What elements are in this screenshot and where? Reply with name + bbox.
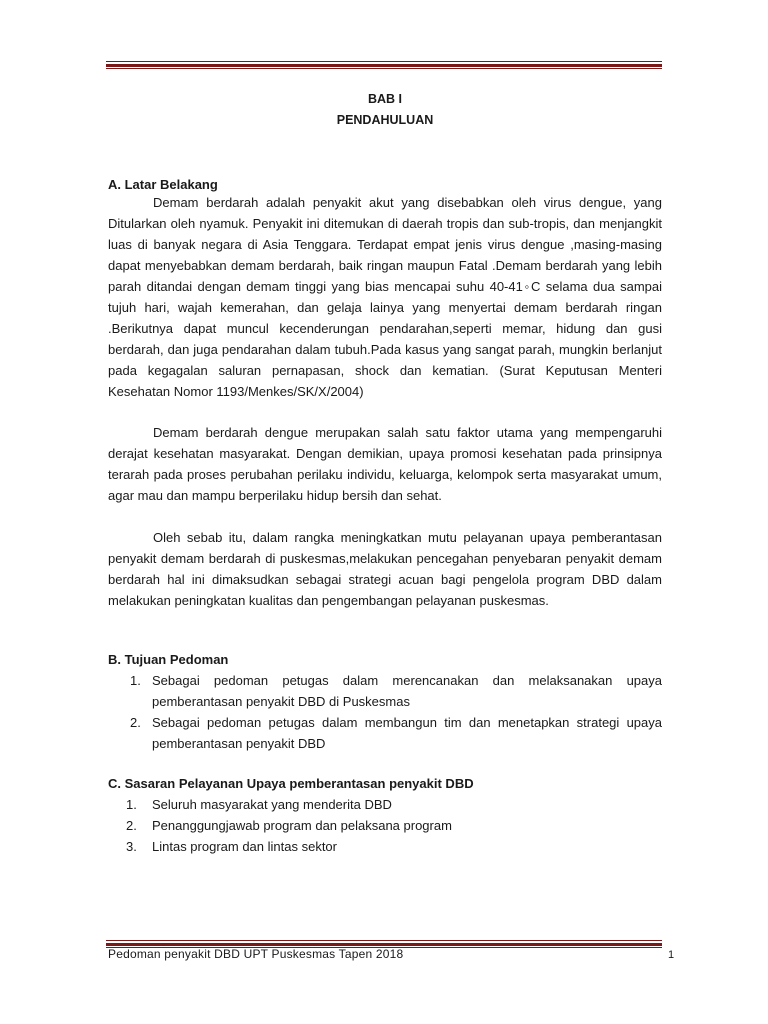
- section-c-heading: C. Sasaran Pelayanan Upaya pemberantasan penyakit DBD: [108, 776, 474, 791]
- list-item-number: 3.: [126, 839, 137, 854]
- list-item-text: Sebagai pedoman petugas dalam merencanakan dan melaksanakan upaya pemberantasan penyakit DBD di Puskesmas: [152, 673, 662, 709]
- header-rule: [106, 61, 662, 69]
- section-b-heading: B. Tujuan Pedoman: [108, 652, 229, 667]
- section-a-heading: A. Latar Belakang: [108, 177, 218, 192]
- list-item-number: 1.: [126, 797, 137, 812]
- section-c-list: [108, 794, 662, 857]
- list-item-text: Seluruh masyarakat yang menderita DBD: [152, 797, 392, 812]
- list-item: [108, 670, 662, 712]
- list-item: [108, 815, 662, 836]
- list-item: [108, 712, 662, 754]
- list-item-number: 2.: [126, 818, 137, 833]
- list-item: [108, 836, 662, 857]
- list-item-text: Sebagai pedoman petugas dalam membangun tim dan menetapkan strategi upaya pemberantasan penyakit DBD: [152, 715, 662, 751]
- paragraph: Demam berdarah dengue merupakan salah satu faktor utama yang mempengaruhi derajat kesehatan masyarakat. Dengan demikian, upaya promosi kesehatan pada prinsipnya terarah pada proses perubahan perilaku individu, keluarga, kelompok serta masyarakat umum, agar mau dan mampu berperilaku hidup bersih dan sehat.: [108, 425, 662, 503]
- list-item-number: 1.: [130, 673, 141, 688]
- paragraph: Oleh sebab itu, dalam rangka meningkatkan mutu pelayanan upaya pemberantasan penyakit demam berdarah di puskesmas,melakukan pencegahan penyebaran penyakit demam berdarah hal ini dimaksudkan sebagai strategi acuan bagi pengelola program DBD dalam melakukan peningkatan kualitas dan pengembangan pelayanan puskesmas.: [108, 530, 662, 608]
- section-b-list: [108, 670, 662, 754]
- list-item-text: Penanggungjawab program dan pelaksana program: [152, 818, 452, 833]
- footer-text: Pedoman penyakit DBD UPT Puskesmas Tapen 2018: [108, 947, 404, 961]
- list-item-number: 2.: [130, 715, 141, 730]
- paragraph: Demam berdarah adalah penyakit akut yang disebabkan oleh virus dengue, yang Ditularkan oleh nyamuk. Penyakit ini ditemukan di daerah tropis dan sub-tropis, dan menjangkit luas di banyak negara di Asia Tenggara. Terdapat empat jenis virus dengue ,masing-masing dapat menyebabkan demam berdarah, baik ringan maupun Fatal .Demam berdarah yang lebih parah ditandai dengan demam tinggi yang bias mencapai suhu 40-41◦C selama dua sampai tujuh hari, wajah kemerahan, dan gelaja lainya yang menyertai demam berdarah ringan .Berikutnya dapat muncul kecenderungan pendarahan,seperti memar, hidung dan gusi berdarah, dan juga pendarahan dalam tubuh.Pada kasus yang sangat parah, mungkin berlanjut pada kegagalan saluran pernapasan, shock dan kematian. (Surat Keputusan Menteri Kesehatan Nomor 1193/Menkes/SK/X/2004): [108, 195, 662, 399]
- list-item: [108, 794, 662, 815]
- list-item-text: Lintas program dan lintas sektor: [152, 839, 337, 854]
- page-number: 1: [668, 949, 675, 961]
- chapter-number: BAB I: [367, 92, 403, 106]
- chapter-title: PENDAHULUAN: [336, 113, 434, 127]
